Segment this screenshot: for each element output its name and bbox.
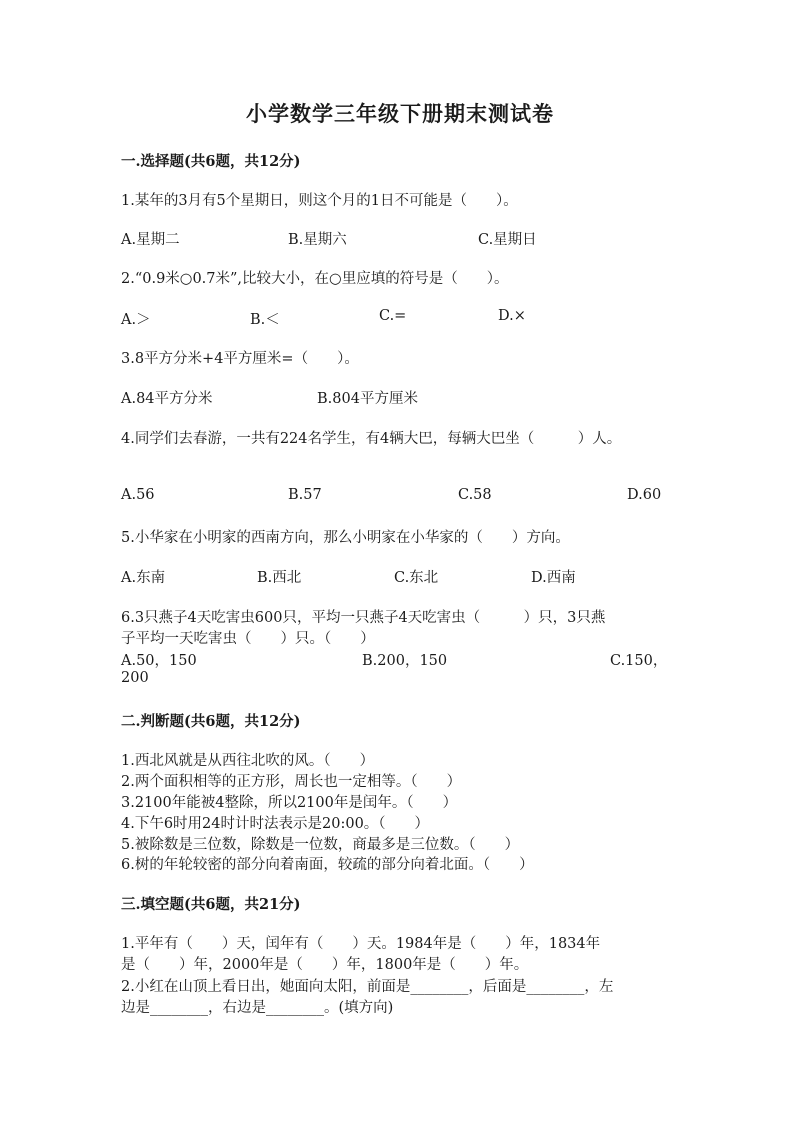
question-stem-line2: 子平均一天吃害虫（ ）只。（ ）	[121, 631, 375, 647]
fill-question-line2: 是（ ）年，2000年是（ ）年，1800年是（ ）年。	[121, 957, 529, 973]
option-d: D.60	[627, 487, 662, 503]
section-heading-choice: 一.选择题(共6题，共12分)	[121, 153, 301, 170]
question-stem: 5.小华家在小明家的西南方向，那么小明家在小华家的（ ）方向。	[121, 530, 570, 546]
option-a: A.84平方分米	[121, 391, 213, 407]
option-d: D.西南	[531, 570, 576, 586]
option-a: A.＞	[121, 312, 151, 328]
judgement-item: 6.树的年轮较密的部分向着南面，较疏的部分向着北面。（ ）	[121, 857, 534, 873]
page-title: 小学数学三年级下册期末测试卷	[246, 101, 554, 126]
judgement-item: 1.西北风就是从西往北吹的风。（ ）	[121, 753, 375, 769]
option-a: A.星期二	[121, 232, 180, 248]
question-stem: 3.8平方分米+4平方厘米=（ ）。	[121, 351, 359, 367]
option-b: B.200，150	[362, 653, 448, 669]
fill-question-line2: 边是________，右边是________。(填方向)	[121, 1000, 394, 1016]
section-heading-judgement: 二.判断题(共6题，共12分)	[121, 713, 301, 730]
question-stem-line1: 6.3只燕子4天吃害虫600只，平均一只燕子4天吃害虫（ ）只，3只燕	[121, 610, 606, 626]
option-a: A.56	[121, 487, 155, 503]
option-c: C.150，	[610, 653, 668, 669]
option-a: A.东南	[121, 570, 166, 586]
question-stem: 2.“0.9米○0.7米”,比较大小，在○里应填的符号是（ ）。	[121, 271, 509, 287]
option-b: B.星期六	[288, 232, 347, 248]
judgement-item: 4.下午6时用24时计时法表示是20:00。（ ）	[121, 816, 430, 832]
question-stem: 1.某年的3月有5个星期日，则这个月的1日不可能是（ ）。	[121, 193, 518, 209]
option-b: B.57	[288, 487, 322, 503]
option-c: C.=	[379, 308, 407, 324]
option-b: B.804平方厘米	[317, 391, 418, 407]
section-heading-fill: 三.填空题(共6题，共21分)	[121, 896, 301, 913]
fill-question-line1: 1.平年有（ ）天，闰年有（ ）天。1984年是（ ）年，1834年	[121, 936, 601, 952]
option-c-continued: 200	[121, 670, 149, 686]
option-b: B.西北	[257, 570, 302, 586]
option-c: C.东北	[394, 570, 439, 586]
question-stem: 4.同学们去春游，一共有224名学生，有4辆大巴，每辆大巴坐（ ）人。	[121, 431, 622, 447]
option-d: D.×	[498, 308, 526, 324]
option-c: C.星期日	[478, 232, 537, 248]
judgement-item: 5.被除数是三位数，除数是一位数，商最多是三位数。（ ）	[121, 837, 520, 853]
fill-question-line1: 2.小红在山顶上看日出，她面向太阳，前面是________，后面是________，左	[121, 979, 614, 995]
judgement-item: 2.两个面积相等的正方形，周长也一定相等。（ ）	[121, 774, 462, 790]
option-b: B.＜	[250, 312, 280, 328]
judgement-item: 3.2100年能被4整除，所以2100年是闰年。（ ）	[121, 795, 458, 811]
option-a: A.50，150	[121, 653, 197, 669]
option-c: C.58	[458, 487, 492, 503]
